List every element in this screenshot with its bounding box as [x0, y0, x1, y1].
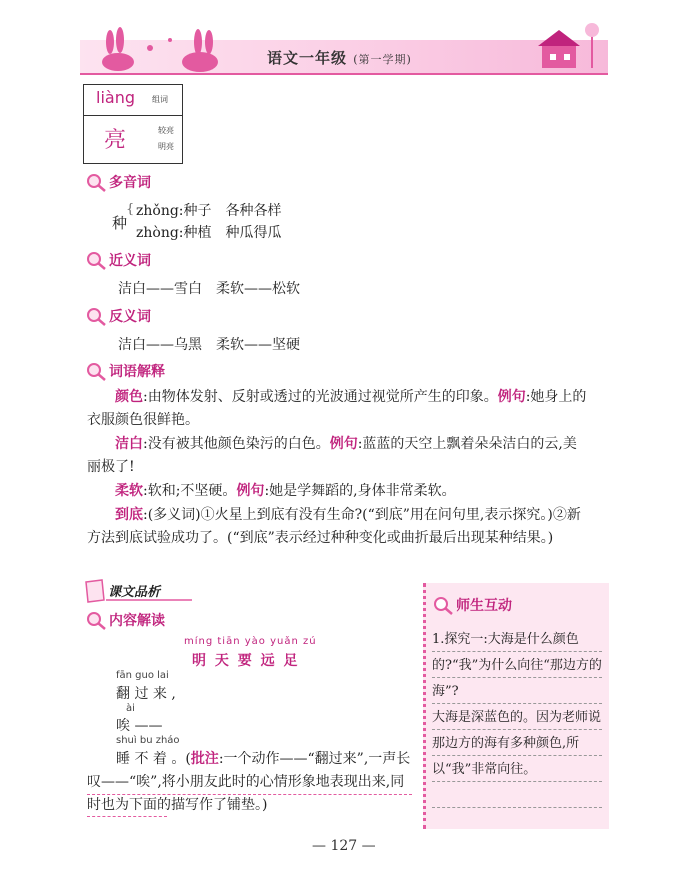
- magnifier-icon: [85, 172, 107, 192]
- ruled-line: [432, 702, 602, 704]
- lesson-title: 明 天 要 远 足: [192, 653, 300, 669]
- section-explanation: 词语解释: [85, 361, 165, 381]
- character: 亮: [104, 128, 127, 153]
- magnifier-icon: [85, 361, 107, 381]
- ruled-line: [432, 650, 602, 652]
- polyphonic-line-2: zhòng:种植 种瓜得瓜: [136, 225, 282, 241]
- text-line-1: 翻 过 来 ,: [116, 686, 176, 702]
- ruled-line: [432, 806, 602, 808]
- lesson-banner: 课文品析: [108, 585, 161, 600]
- ruled-line: [432, 728, 602, 730]
- synonyms-line: 洁白——雪白 柔软——松软: [118, 281, 300, 297]
- antonyms-line: 洁白——乌黑 柔软——坚硬: [118, 337, 300, 353]
- polyphonic-line-1: zhǒng:种子 各种各样: [136, 203, 282, 219]
- section-synonyms: 近义词: [85, 250, 151, 270]
- word-1: 较亮: [158, 126, 174, 135]
- explanation-item-2: 洁白:没有被其他颜色染污的白色。例句:蓝蓝的天空上飘着朵朵洁白的云,美丽极了!: [87, 436, 577, 475]
- teacher-question: 1.探究一:大海是什么颜色的?“我”为什么向往“那边方的海”?: [432, 632, 602, 699]
- character-pinyin: liàng: [96, 88, 135, 107]
- text-line-2: 唉 ——: [116, 718, 163, 734]
- magnifier-icon: [85, 306, 107, 326]
- pinyin-note: 组词: [152, 95, 168, 104]
- ruled-line: [432, 754, 602, 756]
- section-content-reading: 内容解读: [85, 610, 165, 630]
- brace-icon: {: [126, 202, 135, 217]
- annotation-underline: [87, 793, 412, 795]
- explanation-item-3: 柔软:软和;不坚硬。例句:她是学舞蹈的,身体非常柔软。: [115, 483, 456, 499]
- explanation-item-4: 到底:(多义词)①火星上到底有没有生命?(“到底”用在问句里,表示探究。)②新方法到底试验成功了。(“到底”表示经过种种变化或曲折最后出现某种结果。): [87, 507, 581, 546]
- polyphonic-char: 种: [112, 214, 128, 232]
- pinyin-2: ài: [126, 703, 135, 714]
- teacher-answer: 大海是深蓝色的。因为老师说那边方的海有多种颜色,所以“我”非常向往。: [432, 710, 602, 777]
- ruled-line: [432, 676, 602, 678]
- section-polyphonic: 多音词: [85, 172, 151, 192]
- box-divider: [84, 115, 182, 116]
- magnifier-icon: [85, 610, 107, 630]
- section-antonyms: 反义词: [85, 306, 151, 326]
- explanation-item-1: 颜色:由物体发射、反射或透过的光波通过视觉所产生的印象。例句:她身上的衣服颜色很鲜艳。: [87, 389, 587, 428]
- character-box: [83, 84, 183, 164]
- header-title: 语文一年级 (第一学期): [267, 49, 412, 67]
- pinyin-1: fān guo lai: [116, 670, 169, 681]
- house-decoration-icon: [520, 16, 610, 74]
- text-line-3-annotation: 睡 不 着 。(批注:一个动作——“翻过来”,一声长叹——“唉”,将小朋友此时的心情形象地表现出来,同时也为下面的描写作了铺垫。): [87, 751, 411, 813]
- page-number: — 127 —: [312, 838, 376, 854]
- annotation-underline: [87, 815, 167, 817]
- bunny-decoration-icon: [80, 20, 230, 76]
- word-2: 明亮: [158, 142, 174, 151]
- teacher-student-box: [423, 583, 609, 829]
- pinyin-3: shuì bu zháo: [116, 735, 180, 746]
- section-teacher: 师生互动: [432, 595, 512, 615]
- ruled-line: [432, 780, 602, 782]
- magnifier-icon: [432, 595, 454, 615]
- lesson-title-pinyin: míng tiān yào yuǎn zú: [184, 636, 317, 647]
- magnifier-icon: [85, 250, 107, 270]
